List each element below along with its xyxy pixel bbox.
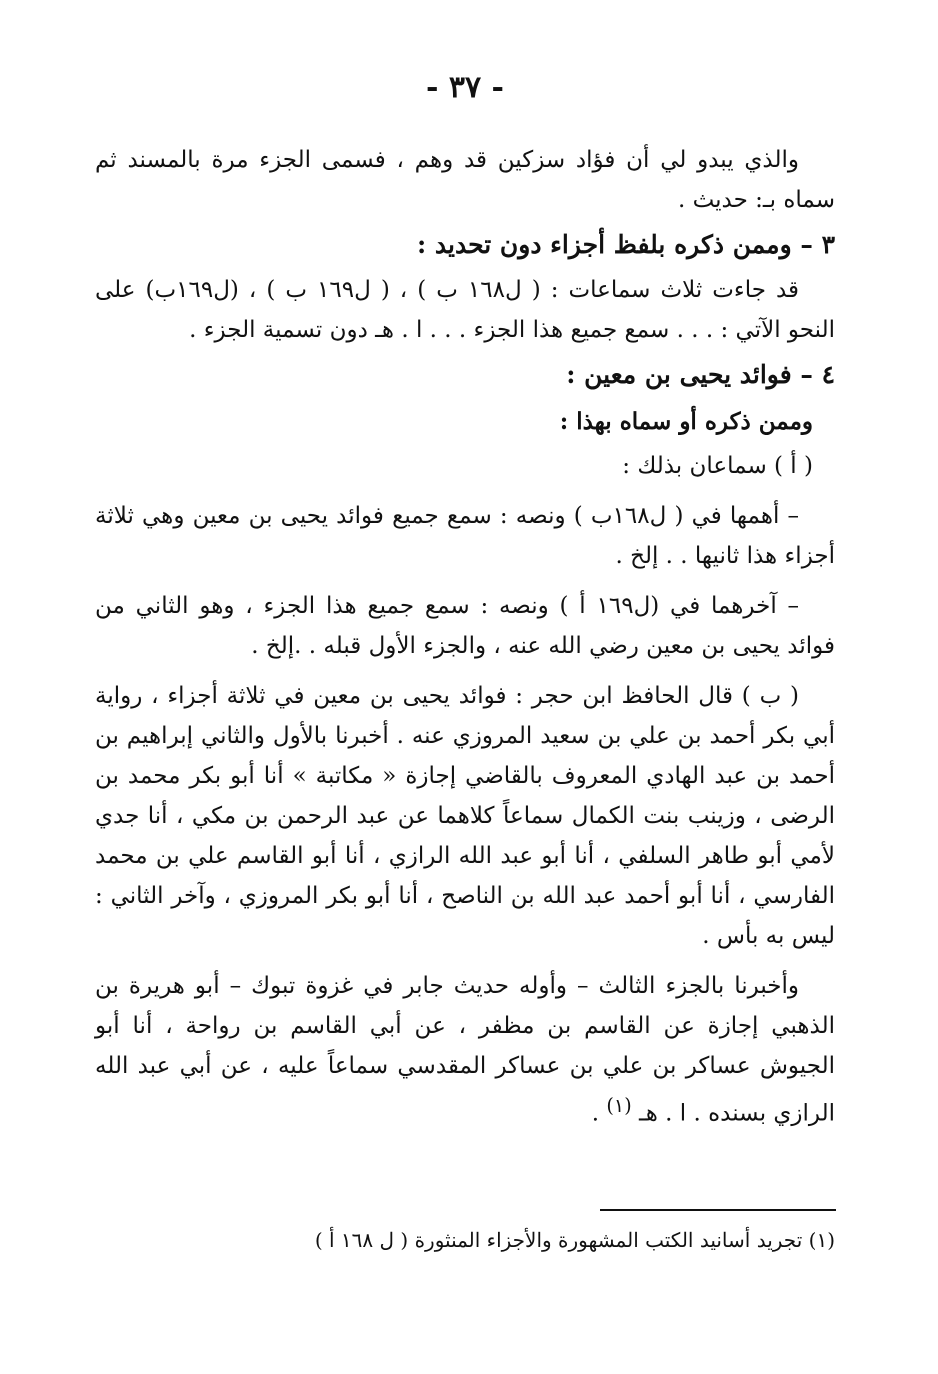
last-paragraph-text: وأخبرنا بالجزء الثالث – وأوله حديث جابر في غزوة تبوك – أبو هريرة بن الذهبي إجازة عن القاسم بن مظفر ، عن أبي القاسم بن رواحة ، أنا أبو الجيوش عساكر بن علي بن عساكر المقدسي سماعاً عليه ، عن أبي عبد الله الرازي بسنده . ا . هـ	[95, 973, 835, 1127]
item-b: ( ب ) قال الحافظ ابن حجر : فوائد يحيى بن معين في ثلاثة أجزاء ، رواية أبي بكر أحمد بن علي بن سعيد المروزي عنه . أخبرنا بالأول والثاني إبراهيم بن أحمد بن عبد الهادي المعروف بالقاضي إجازة « مكاتبة » أنا أبو بكر محمد بن الرضى ، وزينب بنت الكمال سماعاً كلاهما عن عبد الرحمن بن مكي ، أنا جدي لأمي أبو طاهر السلفي ، أنا أبو عبد الله الرازي ، أنا أبو القاسم علي بن محمد الفارسي ، أنا أبو أحمد عبد الله بن الناصح ، أنا أبو بكر المروزي ، وآخر الثاني : ليس به بأس .	[95, 683, 835, 949]
section-4-heading: ٤ – فوائد يحيى بن معين :	[566, 360, 835, 389]
bullet-2: – آخرهما في (ل١٦٩ أ ) ونصه : سمع جميع هذا الجزء ، وهو الثاني من فوائد يحيى بن معين رضي الله عنه ، والجزء الأول قبله . .إلخ .	[95, 593, 835, 659]
section-3-heading: ٣ – وممن ذكره بلفظ أجزاء دون تحديد :	[416, 230, 835, 259]
last-paragraph: وأخبرنا بالجزء الثالث – وأوله حديث جابر في غزوة تبوك – أبو هريرة بن الذهبي إجازة عن القاسم بن مظفر ، عن أبي القاسم بن رواحة ، أنا أبو الجيوش عساكر بن علي بن عساكر المقدسي سماعاً عليه ، عن أبي عبد الله الرازي بسنده . ا . هـ $^{(١)}$ .	[95, 973, 835, 1127]
intro-paragraph: والذي يبدو لي أن فؤاد سزكين قد وهم ، فسمى الجزء مرة بالمسند ثم سماه بـ: حديث .	[95, 147, 835, 213]
section-3-paragraph: قد جاءت ثلاث سماعات : ( ل١٦٨ ب ) ، ( ل١٦٩ ب ) ، (ل١٦٩ب) على النحو الآتي : . . . سمع جميع هذا الجزء . . . ا . هـ دون تسمية الجزء .	[95, 277, 835, 343]
footnote: (١) تجريد أسانيد الكتب المشهورة والأجزاء المنثورة ( ل ١٦٨ أ )	[314, 1228, 835, 1252]
page-body	[95, 66, 835, 1134]
bullet-1: – أهمها في ( ل١٦٨ب ) ونصه : سمع جميع فوائد يحيى بن معين وهي ثلاثة أجزاء هذا ثانيها . . إلخ .	[95, 503, 835, 569]
page-number: - ٣٧ -	[425, 70, 505, 105]
footnote-separator	[600, 1209, 836, 1211]
section-4-subheading: وممن ذكره أو سماه بهذا :	[559, 408, 813, 435]
footnote-ref: (١)	[606, 1094, 632, 1117]
item-a: ( أ ) سماعان بذلك :	[622, 453, 813, 479]
